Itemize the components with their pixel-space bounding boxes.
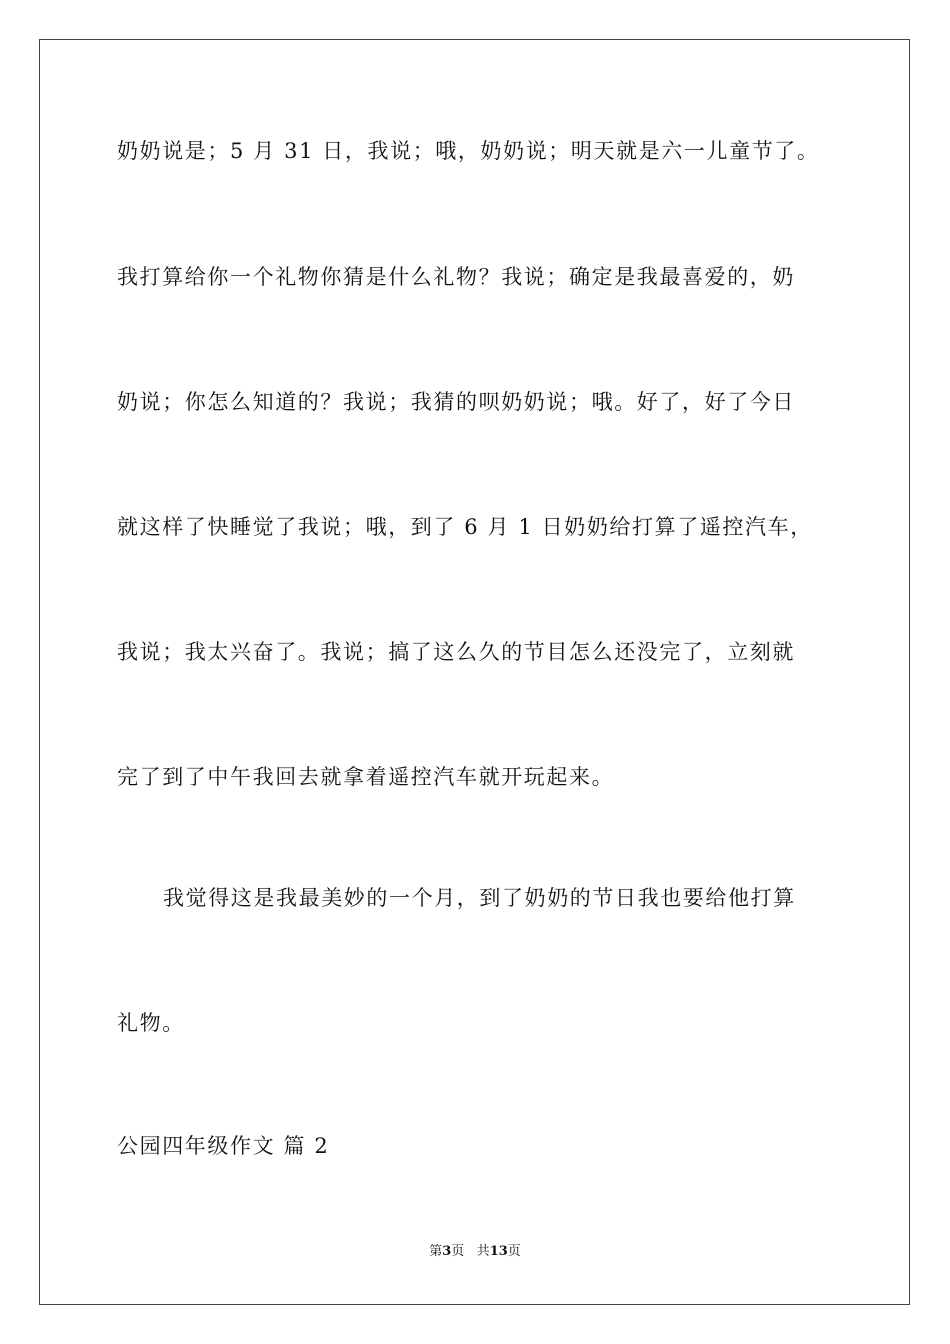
footer-page-number: 3 [442,1244,452,1259]
footer-page-suffix: 页 [451,1244,465,1259]
page-footer [0,1243,950,1261]
footer-total-prefix: 共 [476,1244,490,1259]
text-line-2: 我打算给你一个礼物你猜是什么礼物？我说；确定是我最喜爱的，奶 [117,265,795,289]
text-line-8: 礼物。 [117,1011,185,1035]
footer-total-number: 13 [489,1244,508,1259]
text-line-4: 就这样了快睡觉了我说；哦，到了 6 月 1 日奶奶给打算了遥控汽车， [117,515,813,539]
text-line-6: 完了到了中午我回去就拿着遥控汽车就开玩起来。 [117,765,615,789]
section-heading: 公园四年级作文 篇 2 [117,1134,330,1158]
text-line-7: 我觉得这是我最美妙的一个月，到了奶奶的节日我也要给他打算 [163,886,796,910]
footer-total-suffix: 页 [507,1244,521,1259]
footer-page-prefix: 第 [429,1244,443,1259]
text-line-5: 我说；我太兴奋了。我说；搞了这么久的节目怎么还没完了，立刻就 [117,640,795,664]
text-line-1: 奶奶说是；5 月 31 日，我说；哦，奶奶说；明天就是六一儿童节了。 [117,139,820,163]
text-line-3: 奶说；你怎么知道的？我说；我猜的呗奶奶说；哦。好了，好了今日 [117,390,795,414]
page-frame [39,39,910,1305]
